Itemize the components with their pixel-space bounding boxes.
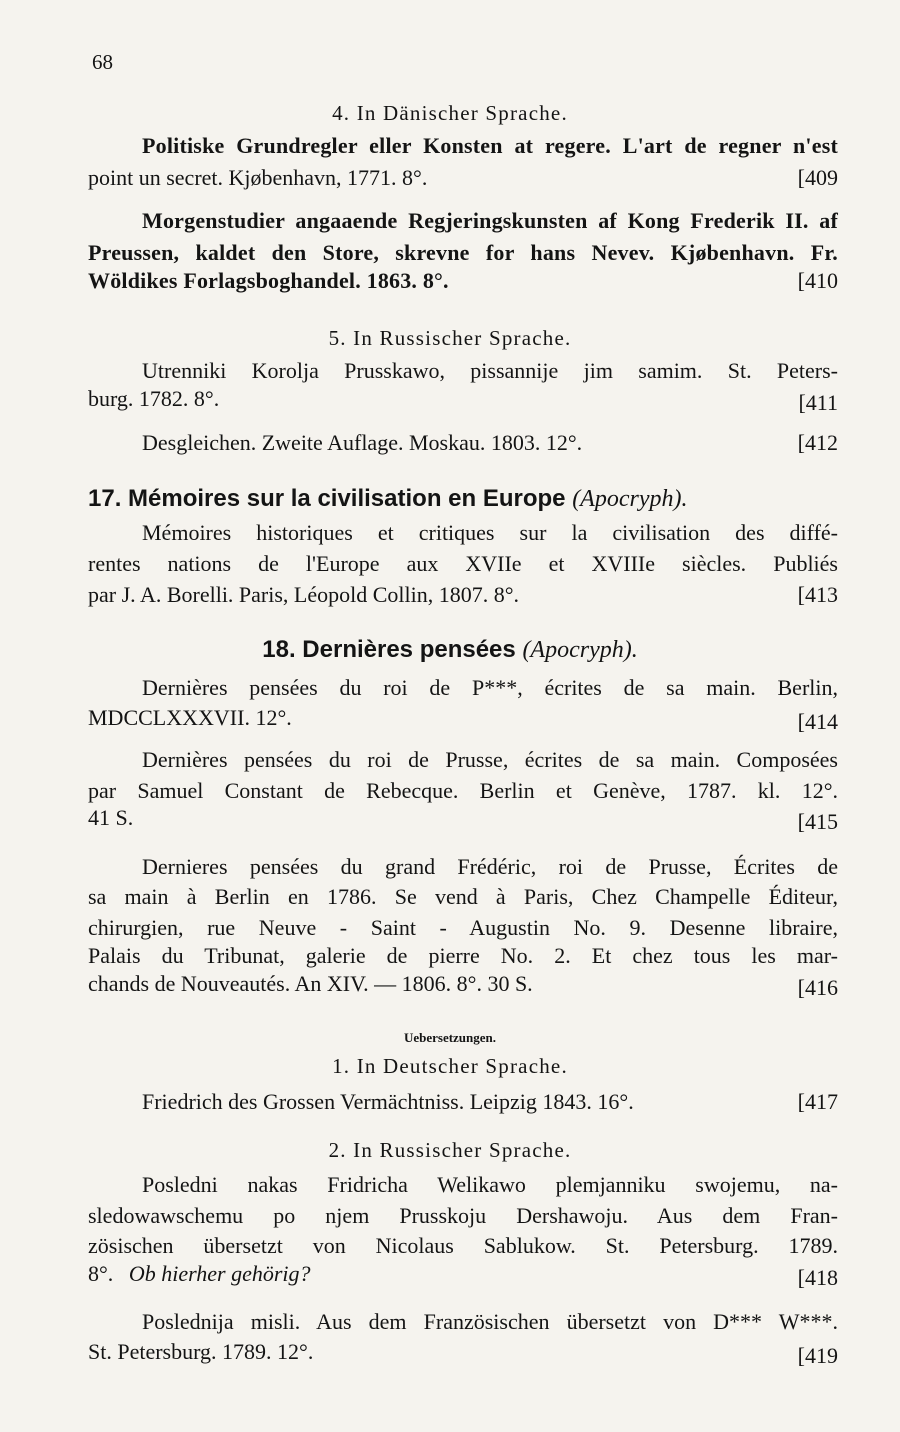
entry-409-line-1: Politiske Grundregler eller Konsten at regere. L'art de regner n'est [142,133,838,158]
entry-418-line-3: zösischen übersetzt von Nicolaus Sablukow. St. Petersburg. 1789. [88,1233,838,1258]
entry-416-line-4: Palais du Tribunat, galerie de pierre No. 2. Et chez tous les mar- [88,943,838,968]
entry-416-line-5: chands de Nouveautés. An XIV. — 1806. 8°. 30 S. [88,971,533,996]
entry-412: Desgleichen. Zweite Auflage. Moskau. 1803. 12°. [142,430,583,455]
section-18-title [0,638,900,662]
entry-409-reference: [409 [797,165,838,190]
heading-russian-2: 2. In Russischer Sprache. [328,1138,572,1162]
entry-415-line-1: Dernières pensées du roi de Prusse, écrites de sa main. Composées [142,747,838,772]
entry-410-line-3: Wöldikes Forlagsboghandel. 1863. 8°. [88,268,449,293]
entry-416-line-1: Dernieres pensées du grand Frédéric, roi de Prusse, Écrites de [142,854,838,879]
entry-414-reference: [414 [797,709,838,734]
entry-413-reference: [413 [797,582,838,607]
entry-411-line-1: Utrenniki Korolja Prusskawo, pissannije jim samim. St. Peters- [142,358,838,383]
entry-419-line-1: Poslednija misli. Aus dem Französischen übersetzt von D*** W***. [142,1309,838,1334]
entry-418-line-4 [88,1263,311,1285]
section-17-title-text: 17. Mémoires sur la civilisation en Europe [88,485,566,512]
entry-415-line-2: par Samuel Constant de Rebecque. Berlin et Genève, 1787. kl. 12°. [88,778,838,803]
heading-danish: 4. In Dänischer Sprache. [332,101,568,125]
entry-414-line-1: Dernières pensées du roi de P***, écrites de sa main. Berlin, [142,675,838,700]
entry-410-line-2: Preussen, kaldet den Store, skrevne for hans Nevev. Kjøbenhavn. Fr. [88,240,838,265]
section-18-title-note: (Apocryph). [522,637,638,663]
heading-russian-1: 5. In Russischer Sprache. [328,326,572,350]
entry-413-line-2: rentes nations de l'Europe aux XVIIe et XVIIIe siècles. Publiés [88,551,838,576]
section-17-title [88,487,687,511]
entry-410-line-1: Morgenstudier angaaende Regjeringskunsten af Kong Frederik II. af [142,208,838,233]
entry-414-line-2: MDCCLXXXVII. 12°. [88,705,292,730]
page-number: 68 [92,50,113,74]
entry-418-reference: [418 [797,1265,838,1290]
entry-409-line-2: point un secret. Kjøbenhavn, 1771. 8°. [88,165,428,190]
heading-uebersetzungen: Uebersetzungen. [403,1030,497,1045]
entry-418-line-2: sledowawschemu po njem Prusskoju Dershawoju. Aus dem Fran- [88,1203,838,1228]
entry-416-line-2: sa main à Berlin en 1786. Se vend à Paris, Chez Champelle Éditeur, [88,884,838,909]
entry-413-line-1: Mémoires historiques et critiques sur la civilisation des diffé- [142,520,838,545]
entry-415-line-3: 41 S. [88,805,134,830]
entry-417-reference: [417 [797,1089,838,1114]
entry-416-line-3: chirurgien, rue Neuve - Saint - Augustin No. 9. Desenne libraire, [88,915,838,940]
entry-411-reference: [411 [798,390,838,415]
entry-418-note: Ob hierher gehörig? [128,1261,311,1286]
entry-410-reference: [410 [797,268,838,293]
entry-416-reference: [416 [797,975,838,1000]
entry-413-line-3: par J. A. Borelli. Paris, Léopold Collin, 1807. 8°. [88,582,520,607]
section-17-title-note: (Apocryph). [572,486,688,512]
entry-419-reference: [419 [797,1343,838,1368]
entry-419-line-2: St. Petersburg. 1789. 12°. [88,1339,314,1364]
entry-411-line-2: burg. 1782. 8°. [88,386,220,411]
entry-418-line-1: Posledni nakas Fridricha Welikawo plemjanniku swojemu, na- [142,1172,838,1197]
entry-417: Friedrich des Grossen Vermächtniss. Leipzig 1843. 16°. [142,1089,634,1114]
entry-415-reference: [415 [797,809,838,834]
entry-412-reference: [412 [797,430,838,455]
section-18-title-text: 18. Dernières pensées [262,636,516,663]
heading-german: 1. In Deutscher Sprache. [332,1054,568,1078]
entry-418-format: 8°. [88,1261,114,1286]
